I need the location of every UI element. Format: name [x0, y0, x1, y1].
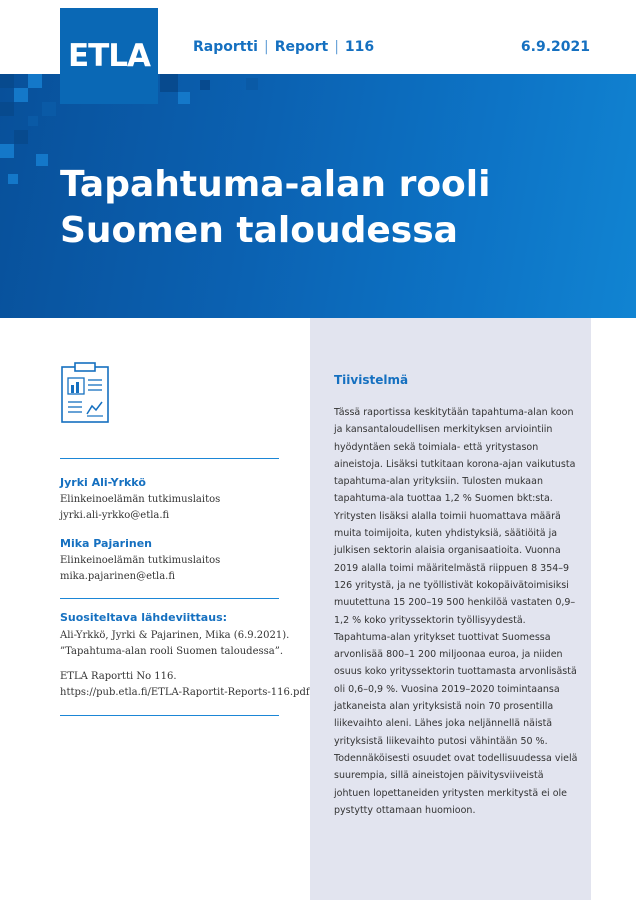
summary-panel	[310, 318, 591, 900]
citation-heading: Suositeltava lähdeviittaus:	[60, 611, 228, 624]
citation-series: ETLA Raportti No 116.	[60, 671, 177, 682]
logo-text: ETLA	[67, 38, 151, 74]
summary-heading: Tiivistelmä	[334, 373, 409, 387]
summary-body: Tässä raportissa keskitytään tapahtuma-alan koon ja kansantaloudellisen merkityksen arviointiin hyödyntäen sekä toimiala- että yritystason aineistoja. Lisäksi tutkitaan korona-ajan vaikutusta tapahtuma-alan yrityksiin. Tulosten mukaan tapahtuma-ala tuottaa 1,2 % Suomen bkt:sta. Yritysten lisäksi alalla toimii huomattava määrä muita toimijoita, kuten yhdistyksiä, säätiöitä ja julkisen sektorin alaisia organisaatioita. Vuonna 2019 alalla toimi määritelmästä riippuen 8 354–9 126 yritystä, ja ne työllistivät kokopäivätoimisiksi muutettuna 15 200–19 500 henkilöä vastaten 0,9–1,2 % koko yrityssektorin työllisyydestä. Tapahtuma-alan yritykset tuottivat Suomessa arvonlisää 800–1 200 miljoonaa euroa, ja niiden osuus koko yrityssektorin tuottamasta arvonlisästä oli 0,6–0,9 %. Vuosina 2019–2020 toimintaansa jatkaneista alan yrityksistä noin 70 prosentilla liikevaihto aleni. Lähes joka neljännellä näistä yrityksistä liikevaihto putosi vähintään 50 %. Todennäköisesti osuudet ovat todellisuudessa vielä suurempia, sillä aineistojen päivitysviiveistä johtuen lopettaneiden yritysten merkitystä ei ole pystytty ottamaan huomioon.	[334, 407, 578, 816]
report-date: 6.9.2021	[520, 39, 590, 55]
divider	[60, 458, 279, 459]
citation-authors: Ali-Yrkkö, Jyrki & Pajarinen, Mika (6.9.2021).	[60, 630, 290, 641]
author-affiliation: Elinkeinoelämän tutkimuslaitos	[60, 555, 221, 566]
author-email[interactable]: jyrki.ali-yrkko@etla.fi	[60, 510, 170, 521]
citation-title: ”Tapahtuma-alan rooli Suomen taloudessa”.	[60, 646, 283, 657]
clipboard-chart-icon	[60, 362, 110, 424]
report-series	[193, 39, 374, 55]
separator: |	[263, 39, 269, 55]
separator: |	[334, 39, 339, 55]
author-name: Mika Pajarinen	[60, 537, 152, 550]
author-affiliation: Elinkeinoelämän tutkimuslaitos	[60, 494, 221, 505]
divider	[60, 598, 279, 599]
title-line-1: Tapahtuma-alan rooli	[60, 164, 491, 205]
series-label-en: Report	[274, 39, 329, 55]
etla-logo	[60, 8, 158, 104]
author-name: Jyrki Ali-Yrkkö	[60, 476, 146, 489]
citation-url[interactable]: https://pub.etla.fi/ETLA-Raportit-Reports-116.pdf	[60, 687, 310, 698]
title-banner	[0, 74, 636, 318]
report-number: 116	[344, 39, 375, 55]
title-line-2: Suomen taloudessa	[60, 210, 458, 251]
series-label-fi: Raportti	[193, 39, 258, 55]
report-title	[60, 162, 490, 254]
author-email[interactable]: mika.pajarinen@etla.fi	[60, 571, 176, 582]
divider	[60, 715, 279, 716]
